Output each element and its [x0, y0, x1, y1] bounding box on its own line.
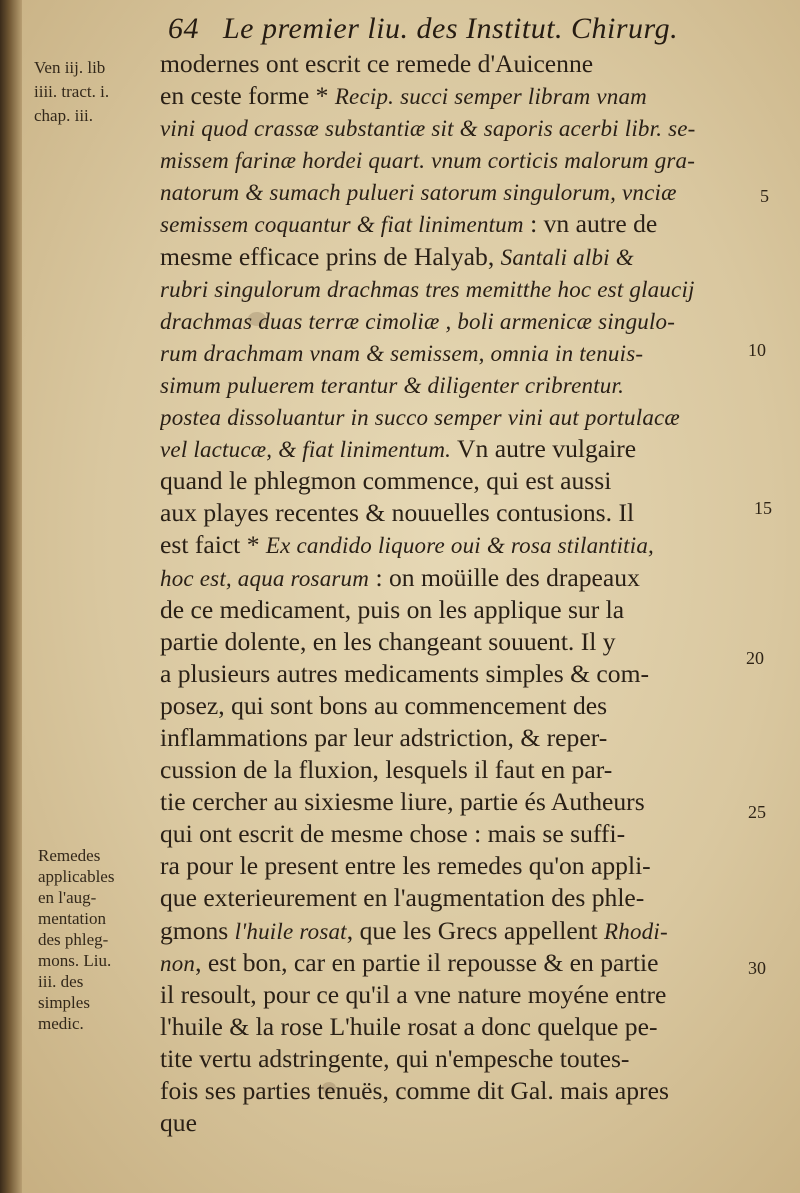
latin-italic-segment: semissem coquantur & fiat linimentum — [160, 212, 524, 238]
french-segment: que — [160, 1108, 197, 1138]
book-spine-shadow — [0, 0, 22, 1193]
text-line — [160, 722, 740, 754]
french-segment: de ce medicament, puis on les applique sur la — [160, 594, 625, 624]
text-line — [160, 305, 740, 337]
marginal-note-reference — [34, 56, 159, 128]
marginal-note-remedes — [38, 845, 158, 1034]
french-segment: : on moüille des drapeaux — [369, 562, 640, 592]
latin-italic-segment: rum drachmam vnam & semissem, omnia in tenuis- — [160, 340, 644, 366]
latin-italic-segment: l'huile rosat — [234, 918, 347, 944]
text-line — [160, 433, 740, 465]
text-line — [160, 1075, 740, 1107]
text-line — [160, 1011, 740, 1043]
text-line — [160, 273, 740, 305]
text-line — [160, 112, 740, 144]
french-segment: tite vertu adstringente, qui n'empesche toutes- — [160, 1043, 630, 1073]
text-line — [160, 465, 740, 497]
french-segment: cussion de la fluxion, lesquels il faut en par- — [160, 755, 613, 785]
line-number: 15 — [754, 498, 772, 518]
french-segment: l'huile & la rose L'huile rosat a donc quelque pe- — [160, 1011, 658, 1041]
latin-italic-segment: postea dissoluantur in succo semper vini aut portulacæ — [160, 405, 680, 431]
text-line — [160, 947, 740, 979]
french-segment: en ceste forme * — [160, 81, 335, 111]
text-line — [160, 562, 740, 594]
text-line — [160, 208, 740, 240]
running-header — [168, 12, 678, 46]
margin-note-line: chap. iii. — [34, 106, 94, 125]
body-text — [160, 48, 740, 1139]
french-segment: : vn autre de — [523, 209, 658, 239]
text-line — [160, 850, 740, 882]
text-line — [160, 754, 740, 786]
french-segment: est faict * — [160, 530, 266, 560]
text-line — [160, 401, 740, 433]
line-number: 10 — [748, 340, 766, 360]
french-segment: qui ont escrit de mesme chose : mais se suffi- — [160, 819, 626, 849]
french-segment: quand le phlegmon commence, qui est aussi — [160, 466, 612, 496]
latin-italic-segment: Ex candido liquore oui & rosa stilantitia, — [265, 533, 654, 559]
text-line — [160, 1043, 740, 1075]
latin-italic-segment: hoc est, aqua rosarum — [160, 565, 370, 591]
latin-italic-segment: Santali albi & — [500, 244, 634, 270]
line-number: 25 — [748, 802, 766, 822]
margin-note-line: iii. des — [38, 972, 84, 991]
text-line — [160, 529, 740, 561]
latin-italic-segment: vini quod crassæ substantiæ sit & saporis acerbi libr. se- — [160, 116, 696, 142]
text-line — [160, 176, 740, 208]
text-line — [160, 786, 740, 818]
text-line — [160, 979, 740, 1011]
text-line — [160, 497, 740, 529]
margin-note-line: medic. — [38, 1014, 84, 1033]
text-line — [160, 690, 740, 722]
latin-italic-segment: missem farinæ hordei quart. vnum corticis malorum gra- — [160, 148, 696, 174]
french-segment: , est bon, car en partie il repousse & en partie — [195, 947, 659, 977]
running-title: Le premier liu. des Institut. Chirurg. — [223, 12, 679, 45]
margin-note-line: Ven iij. lib — [34, 58, 106, 77]
latin-italic-segment: simum puluerem terantur & diligenter cribrentur. — [160, 372, 625, 398]
text-line — [160, 241, 740, 273]
french-segment: Vn autre vulgaire — [451, 434, 637, 464]
french-segment: a plusieurs autres medicaments simples & com- — [160, 658, 650, 688]
text-line — [160, 594, 740, 626]
margin-note-line: simples — [38, 993, 90, 1012]
text-line — [160, 80, 740, 112]
french-segment: fois ses parties tenuës, comme dit Gal. mais apres — [160, 1076, 669, 1105]
french-segment: gmons — [160, 915, 235, 945]
text-line — [160, 818, 740, 850]
margin-note-line: Remedes — [38, 846, 101, 865]
latin-italic-segment: vel lactucæ, & fiat linimentum. — [160, 437, 452, 463]
margin-note-line: applicables — [38, 867, 115, 886]
french-segment: inflammations par leur adstriction, & reper- — [160, 722, 608, 752]
text-line — [160, 369, 740, 401]
text-line — [160, 658, 740, 690]
page-number: 64 — [168, 12, 199, 45]
text-line — [160, 626, 740, 658]
french-segment: tie cercher au sixiesme liure, partie és Autheurs — [160, 787, 645, 817]
latin-italic-segment: Recip. succi semper libram vnam — [334, 84, 647, 110]
text-line — [160, 144, 740, 176]
line-number: 20 — [746, 648, 764, 668]
margin-note-line: mons. Liu. — [38, 951, 112, 970]
latin-italic-segment: rubri singulorum drachmas tres memitthe hoc est glaucij — [160, 276, 695, 302]
text-line — [160, 915, 740, 947]
line-number: 5 — [760, 186, 769, 206]
french-segment: , que les Grecs appellent — [346, 915, 605, 945]
french-segment: aux playes recentes & nouuelles contusions. Il — [160, 498, 635, 528]
latin-italic-segment: Rhodi- — [604, 918, 668, 944]
margin-note-line: iiii. tract. i. — [34, 82, 110, 101]
french-segment: partie dolente, en les changeant souuent. Il y — [160, 626, 616, 656]
french-segment: il resoult, pour ce qu'il a vne nature moyéne entre — [160, 979, 667, 1009]
text-line — [160, 48, 740, 80]
latin-italic-segment: natorum & sumach pulueri satorum singulorum, vnciæ — [160, 180, 677, 206]
french-segment: posez, qui sont bons au commencement des — [160, 690, 608, 720]
text-line — [160, 1107, 740, 1139]
latin-italic-segment: non — [160, 950, 196, 976]
margin-note-line: en l'aug- — [38, 888, 97, 907]
margin-note-line: des phleg- — [38, 930, 109, 949]
line-number: 30 — [748, 958, 766, 978]
french-segment: ra pour le present entre les remedes qu'on appli- — [160, 851, 651, 881]
french-segment: mesme efficace prins de Halyab, — [160, 241, 501, 271]
text-line — [160, 882, 740, 914]
french-segment: modernes ont escrit ce remede d'Auicenne — [160, 49, 594, 78]
french-segment: que exterieurement en l'augmentation des phle- — [160, 883, 645, 913]
margin-note-line: mentation — [38, 909, 106, 928]
latin-italic-segment: drachmas duas terræ cimoliæ , boli armenicæ singulo- — [160, 308, 676, 334]
text-line — [160, 337, 740, 369]
